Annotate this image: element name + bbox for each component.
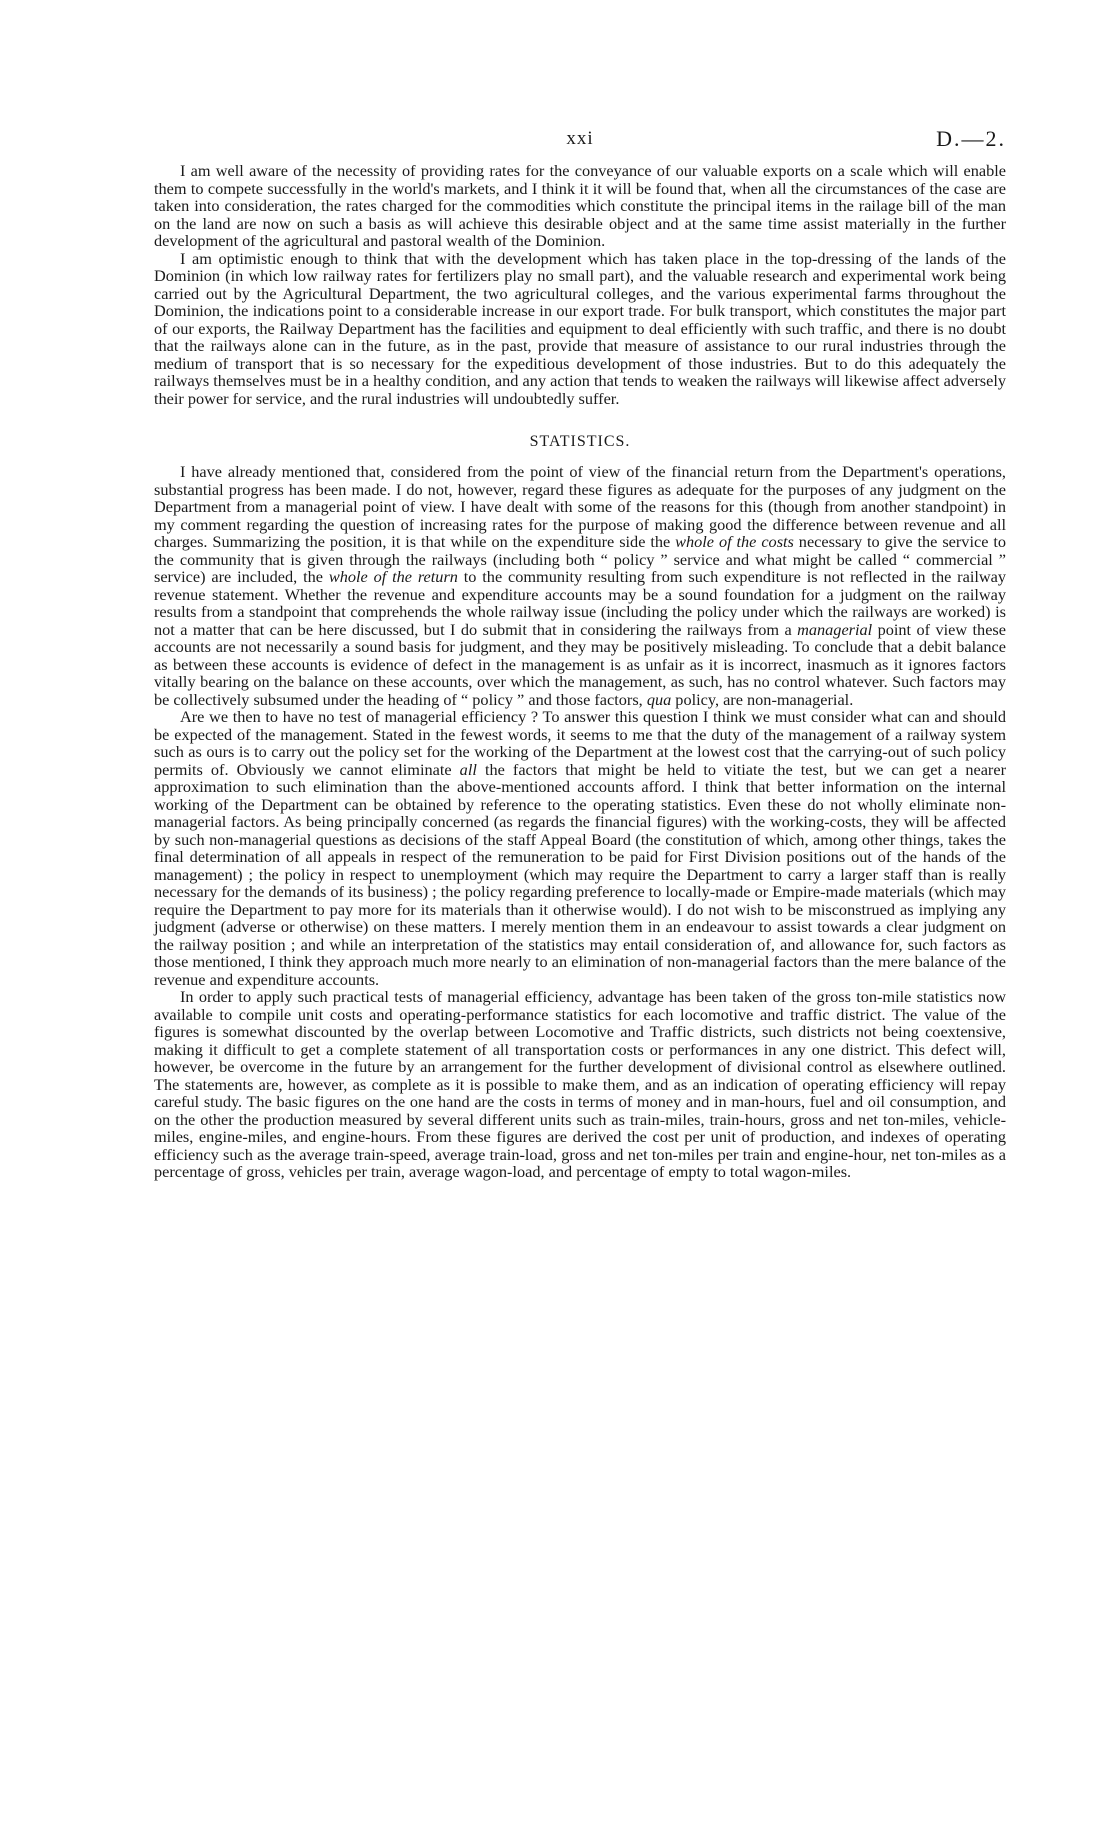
intro-paragraph-1: I am well aware of the necessity of providing rates for the conveyance of our valuable exports on a scale which will enable them to compete successfully in the world's markets, and I think it it will be found that, when all the circumstances of the case are taken into consideration, the rates charged for the commodities which constitute the principal items in the railage bill of the man on the land are now on such a basis as will achieve this desirable object and at the same time assist materially in the further development of the agricultural and pastoral wealth of the Dominion. [154,161,1006,250]
section-heading-statistics: STATISTICS. [529,433,631,450]
statistics-paragraph-2 [154,708,1006,988]
document-page [154,122,1006,1181]
text-run: policy, are non-managerial. [671,689,854,709]
statistics-paragraph-1 [154,463,1006,708]
text-run: point of view these accounts are not necessarily a sound basis for judgment, and they may be positively misleading. To conclude that a debit balance as between these accounts is evidence of defect in the management is as unfair as it is incorrect, inasmuch as it ignores factors vitally bearing on the balance on these accounts, over which the management, as such, has no control whatever. Such factors may be collectively subsumed under the heading of “ policy ” and those factors, [154,619,1006,709]
italic-run: whole of the return [328,567,458,586]
text-run: necessary to give the service to the community that is given through the railways (including both “ policy ” service and what might be called “ commercial ” service) are included, the [154,532,1006,586]
page-number: xxi [566,128,594,149]
document-reference: D.—2. [936,126,1006,151]
page-header [154,122,1006,162]
italic-run: whole of the costs [675,532,794,551]
italic-run: managerial [797,619,873,639]
text-run: Are we then to have no test of managerial efficiency ? To answer this question I think we must consider what can and should be expected of the management. Stated in the fewest words, it seems to me that the duty of the management of a railway system such as ours is to carry out the policy set for the working of the Department at the lowest cost that the carrying-out of such policy permits of. Obviously we cannot eliminate [154,707,1006,779]
text-run: to the community resulting from such expenditure is not reflected in the railway revenue statement. Whether the revenue and expenditure accounts may be a sound foundation for a judgment on the railway results from a standpoint that comprehends the whole railway issue (including the policy under which the railways are worked) is not a matter that can be here discussed, but I do submit that in considering the railways from a [154,567,1006,639]
italic-run: qua [646,689,672,709]
italic-run: all [459,759,477,779]
statistics-paragraph-3: In order to apply such practical tests of managerial efficiency, advantage has been taken of the gross ton-mile statistics now available to compile unit costs and operating-performance statistics for each locomotive and traffic district. The value of the figures is somewhat discounted by the overlap between Locomotive and Traffic districts, such districts not being coextensive, making it difficult to get a complete statement of all transportation costs or performances in any one district. This defect will, however, be overcome in the future by an arrangement for the further development of divisional control as elsewhere outlined. The statements are, however, as complete as it is possible to make them, and as an indication of operating efficiency will repay careful study. The basic figures on the one hand are the costs in terms of money and in man-hours, fuel and oil consumption, and on the other the production measured by several different units such as train-miles, train-hours, gross and net ton-miles, vehicle-miles, engine-miles, and engine-hours. From these figures are derived the cost per unit of production, and indexes of operating efficiency such as the average train-speed, average train-load, gross and net ton-miles per train and engine-hour, net ton-miles as a percentage of gross, vehicles per train, average wagon-load, and percentage of empty to total wagon-miles. [154,987,1006,1181]
text-run: I have already mentioned that, considered from the point of view of the financial return from the Department's operations, substantial progress has been made. I do not, however, regard these figures as adequate for the purposes of any judgment on the Department from a managerial point of view. I have dealt with some of the reasons for this (though from another standpoint) in my comment regarding the question of increasing rates for the purpose of making good the difference between revenue and all charges. Summarizing the position, it is that while on the expenditure side the [154,462,1006,551]
text-run: the factors that might be held to vitiate the test, but we can get a nearer approximation to such elimination than the above-mentioned accounts afford. I think that better information on the internal working of the Department can be obtained by reference to the operating statistics. Even these do not wholly eliminate non-managerial factors. As being principally concerned (as regards the financial figures) with the working-costs, they will be affected by such non-managerial questions as decisions of the staff Appeal Board (the constitution of which, among other things, takes the final determination of all appeals in respect of the remuneration to be paid for First Division positions out of the hands of the management) ; the policy in respect to unemployment (which may require the Department to carry a larger staff than is really necessary for the demands of its business) ; the policy regarding preference to locally-made or Empire-made materials (which may require the Department to pay more for its materials than it otherwise would). I do not wish to be misconstrued as implying any judgment (adverse or otherwise) on these matters. I merely mention them in an endeavour to assist towards a clear judgment on the railway position ; and while an interpretation of the statistics may entail consideration of, and allowance for, such factors as those mentioned, I think they approach much more nearly to an elimination of non-managerial factors than the mere balance of the revenue and expenditure accounts. [154,759,1006,989]
intro-paragraph-2: I am optimistic enough to think that with the development which has taken place in the top-dressing of the lands of the Dominion (in which low railway rates for fertilizers play no small part), and the valuable research and experimental work being carried out by the Agricultural Department, the two agricultural colleges, and the various experimental farms throughout the Dominion, the indications point to a considerable increase in our export trade. For bulk transport, which constitutes the major part of our exports, the Railway Department has the facilities and equipment to deal efficiently with such traffic, and there is no doubt that the railways alone can in the future, as in the past, provide that measure of assistance to our rural industries through the medium of transport that is so necessary for the expeditious development of those industries. But to do this adequately the railways themselves must be in a healthy condition, and any action that tends to weaken the railways will likewise affect adversely their power for service, and the rural industries will undoubtedly suffer. [154,248,1006,408]
